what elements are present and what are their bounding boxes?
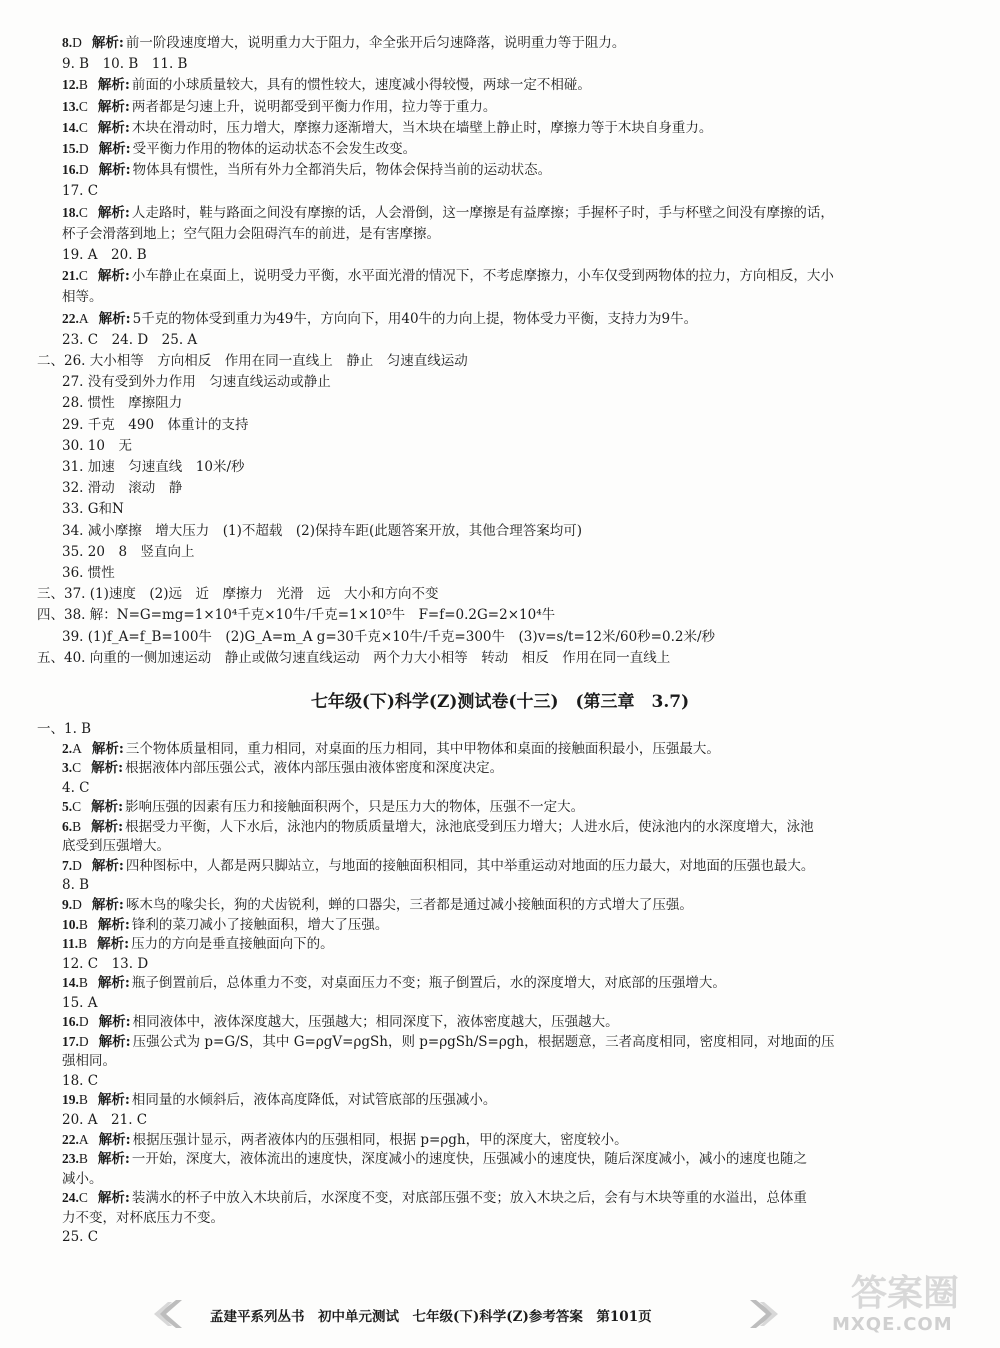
answer-text: 啄木鸟的喙尖长，狗的犬齿锐利，蝉的口器尖，三者都是通过减小接触面积的方式增大了压强。 (125, 896, 693, 913)
answer-letter: B (78, 936, 88, 952)
answer-line (62, 798, 584, 816)
answer-text: 5千克的物体受到重力为49牛，方向向下，用40牛的力向上提，物体受力平衡，支持力为9牛。 (132, 310, 698, 327)
question-number: 8. (62, 35, 73, 50)
arrow-right-icon (742, 1298, 782, 1330)
answer-text: 33. G和N (62, 501, 124, 518)
analysis-label: 解析: (91, 799, 124, 816)
question-number: 5. (62, 799, 73, 815)
answer-letter: C (78, 98, 88, 114)
answer-text: 人走路时，鞋与路面之间没有摩擦的话，人会滑倒，这一摩擦是有益摩擦；手握杯子时，手与杯壁之间没有摩擦的话， (131, 204, 834, 221)
answer-line (62, 479, 182, 497)
answer-letter: B (78, 1151, 88, 1167)
answer-line (62, 1189, 807, 1207)
answer-line (62, 331, 197, 349)
question-number: 10. (62, 916, 79, 932)
answer-line (62, 55, 187, 73)
answer-line (62, 119, 712, 137)
answer-letter: D (78, 141, 89, 156)
answer-line (62, 182, 98, 200)
analysis-label: 解析: (97, 77, 130, 94)
answer-text: 17. C (62, 183, 99, 200)
answer-text: 根据受力平衡，人下水后，泳池内的物质质量增大，泳池底受到压力增大；人进水后，使泳池内的水深度增大，泳池 (125, 818, 814, 835)
question-number: 12. (62, 77, 79, 93)
answer-line (62, 204, 834, 222)
answer-text: 29. 千克 490 体重计的支持 (62, 416, 249, 433)
answer-text: 20. A 21. C (62, 1112, 148, 1128)
analysis-label: 解析: (91, 740, 124, 757)
answer-text: 四、38. 解：N=G=mg=1×10⁴千克×10牛/千克=1×10⁵牛 F=f=0.2G=2×10⁴牛 (37, 607, 556, 624)
question-number: 9. (62, 896, 73, 912)
question-number: 22. (62, 310, 79, 326)
answer-text: 二、26. 大小相等 方向相反 作用在同一直线上 静止 匀速直线运动 (37, 353, 468, 369)
analysis-label: 解析: (97, 1190, 130, 1207)
question-number: 19. (62, 1092, 79, 1108)
answer-letter: B (78, 916, 88, 932)
answer-line (62, 373, 331, 391)
answer-text: 锋利的菜刀减小了接触面积，增大了压强。 (131, 916, 389, 933)
answer-text: 32. 滑动 滚动 静 (62, 480, 183, 497)
answer-line (62, 759, 503, 777)
watermark-site: MXQE.COM (832, 1314, 953, 1335)
question-number: 16. (62, 162, 79, 178)
answer-line (37, 585, 439, 603)
answer-line (62, 522, 582, 540)
question-number: 14. (62, 975, 79, 991)
answer-text: 前面的小球质量较大，具有的惯性较大，速度减小得较慢，两球一定不相碰。 (131, 77, 591, 94)
analysis-label: 解析: (98, 1014, 131, 1031)
answer-text: 8. B (62, 877, 90, 894)
answer-letter: C (72, 760, 82, 776)
answer-line (62, 916, 388, 934)
analysis-label: 解析: (97, 204, 130, 221)
answer-letter: D (72, 896, 82, 912)
answer-text: 压强公式为 p=G/S，其中 G=ρgV=ρgSh，则 p=ρgSh/S=ρgh，根据题意，三者高度相同，密度相同，对地面的压 (132, 1033, 835, 1050)
answer-line (62, 1111, 147, 1129)
analysis-label: 解析: (98, 310, 131, 327)
answer-line (62, 246, 147, 264)
answer-line (62, 1170, 103, 1188)
answer-text: 19. A 20. B (62, 247, 147, 263)
answer-text: 强相同。 (62, 1053, 116, 1070)
answer-text: 31. 加速 匀速直线 10米/秒 (62, 459, 245, 475)
answer-text: 一开始，深度大，液体流出的速度快，深度减小的速度快，压强减小的速度快，随后深度减小，减小的速度也随之 (131, 1151, 807, 1168)
answer-line (62, 955, 148, 973)
answer-text: 相等。 (62, 289, 103, 306)
answer-text: 35. 20 8 竖直向上 (62, 543, 195, 560)
answer-text: 影响压强的因素有压力和接触面积两个，只是压力大的物体，压强不一定大。 (125, 799, 585, 816)
answer-line (62, 288, 103, 306)
question-number: 2. (62, 740, 73, 756)
answer-line (62, 437, 132, 455)
question-number: 17. (62, 1033, 79, 1049)
answer-text: 39. (1)f_A=f_B=100牛 (2)G_A=m_A g=30千克×10牛/千克=300牛 (3)v=s/t=12米/60秒=0.2米/秒 (62, 628, 716, 645)
answer-letter: D (78, 162, 89, 178)
analysis-label: 解析: (91, 857, 124, 874)
answer-line (62, 161, 551, 179)
answer-line (37, 649, 670, 667)
analysis-label: 解析: (91, 760, 124, 777)
answer-text: 减小。 (62, 1170, 103, 1187)
answer-line (62, 1131, 628, 1149)
answer-letter: B (72, 818, 82, 834)
answer-text: 12. C 13. D (62, 955, 149, 972)
answer-text: 两者都是匀速上升，说明都受到平衡力作用，拉力等于重力。 (131, 98, 497, 115)
answer-text: 物体具有惯性，当所有外力全都消失后，物体会保持当前的运动状态。 (132, 162, 552, 179)
answer-line (62, 416, 249, 434)
answer-text: 木块在滑动时，压力增大，摩擦力逐渐增大，当木块在墙壁上静止时，摩擦力等于木块自身重力。 (131, 119, 713, 136)
answer-line (62, 857, 814, 875)
arrow-left-icon (150, 1298, 190, 1330)
question-number: 13. (62, 98, 79, 114)
answer-letter: D (78, 1014, 89, 1030)
answer-text: 三、37. (1)速度 (2)远 近 摩擦力 光滑 远 大小和方向不变 (37, 586, 439, 603)
answer-line (62, 994, 98, 1012)
answer-letter: B (78, 975, 88, 991)
answer-text: 小车静止在桌面上，说明受力平衡，水平面光滑的情况下，不考虑摩擦力，小车仅受到两物体的拉力，方向相反，大小 (131, 268, 834, 285)
answer-line (62, 935, 334, 953)
question-number: 16. (62, 1014, 79, 1030)
answer-letter: C (72, 799, 82, 815)
analysis-label: 解析: (97, 119, 130, 136)
answer-text: 15. A (62, 994, 98, 1011)
answer-line (62, 818, 814, 836)
question-number: 18. (62, 204, 79, 220)
answer-text: 装满水的杯子中放入木块前后，水深度不变，对底部压强不变；放入木块之后，会有与木块等重的水溢出，总体重 (131, 1190, 807, 1207)
answer-line (62, 974, 726, 992)
analysis-label: 解析: (97, 1151, 130, 1168)
answer-line (62, 34, 625, 52)
answer-letter: D (72, 35, 82, 50)
question-number: 21. (62, 268, 79, 284)
answer-line (62, 1209, 224, 1227)
analysis-label: 解析: (98, 141, 131, 157)
answer-text: 四种图标中，人都是两只脚站立，与地面的接触面积相同，其中举重运动对地面的压力最大，对地面的压强也最大。 (125, 857, 815, 874)
answer-text: 三个物体质量相同，重力相同，对桌面的压力相同，其中甲物体和桌面的接触面积最小，压强最大。 (125, 740, 720, 757)
answer-letter: C (78, 268, 88, 284)
answer-line (62, 740, 720, 758)
watermark-logo: 答案圈 (850, 1273, 959, 1314)
section-title: 七年级(下)科学(Z)测试卷(十三) (第三章 3.7) (310, 692, 690, 712)
answer-line (62, 225, 440, 243)
answer-line (37, 352, 468, 370)
answer-line (62, 628, 715, 646)
question-number: 14. (62, 119, 79, 135)
answer-text: 23. C 24. D 25. A (62, 331, 198, 348)
answer-text: 前一阶段速度增大，说明重力大于阻力，伞全张开后匀速降落，说明重力等于阻力。 (125, 35, 626, 51)
answer-text: 34. 减小摩擦 增大压力 (1)不超载 (2)保持车距(此题答案开放，其他合理答案均可) (62, 522, 583, 539)
answer-text: 30. 10 无 (62, 437, 132, 454)
answer-text: 杯子会滑落到地上；空气阻力会阻碍汽车的前进，是有害摩擦。 (62, 225, 440, 242)
answer-letter: B (78, 77, 88, 93)
answer-line (62, 500, 124, 518)
analysis-label: 解析: (97, 98, 130, 115)
footer-text: 孟建平系列丛书 初中单元测试 七年级(下)科学(Z)参考答案 第101页 (210, 1309, 652, 1325)
answer-text: 相同液体中，液体深度越大，压强越大；相同深度下，液体密度越大，压强越大。 (132, 1014, 619, 1031)
question-number: 23. (62, 1151, 79, 1167)
answer-line (62, 896, 693, 914)
answer-text: 五、40. 向重的一侧加速运动 静止或做匀速直线运动 两个力大小相等 转动 相反 作用在同一直线上 (37, 649, 671, 666)
answer-text: 28. 惯性 摩擦阻力 (62, 395, 183, 412)
answer-line (62, 1072, 98, 1090)
answer-text: 瓶子倒置前后，总体重力不变，对桌面压力不变；瓶子倒置后，水的深度增大，对底部的压强增大。 (131, 975, 726, 992)
answer-text: 压力的方向是垂直接触面向下的。 (131, 936, 334, 953)
analysis-label: 解析: (91, 35, 124, 51)
answer-line (62, 140, 416, 158)
question-number: 11. (62, 936, 79, 952)
answer-line (62, 1091, 496, 1109)
analysis-label: 解析: (97, 975, 130, 992)
answer-text: 25. C (62, 1229, 99, 1246)
answer-line (62, 458, 245, 476)
answer-line (62, 98, 496, 116)
question-number: 6. (62, 818, 73, 834)
watermark (820, 1270, 990, 1342)
answer-text: 27. 没有受到外力作用 匀速直线运动或静止 (62, 374, 331, 391)
question-number: 15. (62, 141, 79, 156)
answer-letter: A (72, 740, 82, 756)
answer-letter: D (78, 1033, 89, 1049)
answer-line (37, 720, 91, 738)
answer-line (37, 606, 555, 624)
answer-text: 受平衡力作用的物体的运动状态不会发生改变。 (132, 141, 417, 157)
answer-letter: C (78, 204, 88, 220)
answer-line (62, 310, 697, 328)
analysis-label: 解析: (91, 896, 124, 913)
answer-line (62, 543, 195, 561)
answer-text: 根据压强计显示，两者液体内的压强相同，根据 p=ρgh，甲的深度大，密度较小。 (132, 1131, 628, 1148)
answer-text: 根据液体内部压强公式，液体内部压强由液体密度和深度决定。 (125, 760, 504, 777)
answer-line (62, 876, 89, 894)
answer-text: 相同量的水倾斜后，液体高度降低，对试管底部的压强减小。 (131, 1092, 497, 1109)
answer-letter: B (78, 1092, 88, 1108)
answer-line (62, 1052, 116, 1070)
answer-text: 9. B 10. B 11. B (62, 56, 188, 73)
analysis-label: 解析: (97, 936, 130, 953)
answer-line (62, 394, 182, 412)
answer-line (62, 1033, 835, 1051)
answer-line (62, 779, 90, 797)
analysis-label: 解析: (98, 1033, 131, 1050)
answer-letter: A (78, 310, 89, 326)
answer-letter: C (78, 1190, 88, 1206)
answer-line (62, 1150, 807, 1168)
question-number: 3. (62, 760, 73, 776)
answer-text: 一、1. B (37, 721, 92, 737)
answer-letter: C (78, 119, 88, 135)
analysis-label: 解析: (97, 1092, 130, 1109)
answer-letter: A (78, 1131, 89, 1147)
analysis-label: 解析: (98, 162, 131, 179)
analysis-label: 解析: (97, 916, 130, 933)
analysis-label: 解析: (97, 268, 130, 285)
answer-line (62, 267, 834, 285)
answer-text: 36. 惯性 (62, 565, 115, 581)
question-number: 7. (62, 857, 73, 873)
answer-line (62, 1228, 98, 1246)
analysis-label: 解析: (98, 1131, 131, 1148)
answer-line (62, 76, 591, 94)
answer-line (62, 1013, 619, 1031)
analysis-label: 解析: (91, 818, 124, 835)
answer-text: 4. C (62, 779, 90, 796)
answer-text: 底受到压强增大。 (62, 838, 170, 855)
answer-letter: D (72, 857, 82, 873)
answer-line (62, 837, 170, 855)
answer-text: 18. C (62, 1072, 99, 1089)
answer-line (62, 564, 115, 582)
question-number: 24. (62, 1190, 79, 1206)
answer-text: 力不变，对杯底压力不变。 (62, 1209, 224, 1226)
question-number: 22. (62, 1131, 79, 1147)
